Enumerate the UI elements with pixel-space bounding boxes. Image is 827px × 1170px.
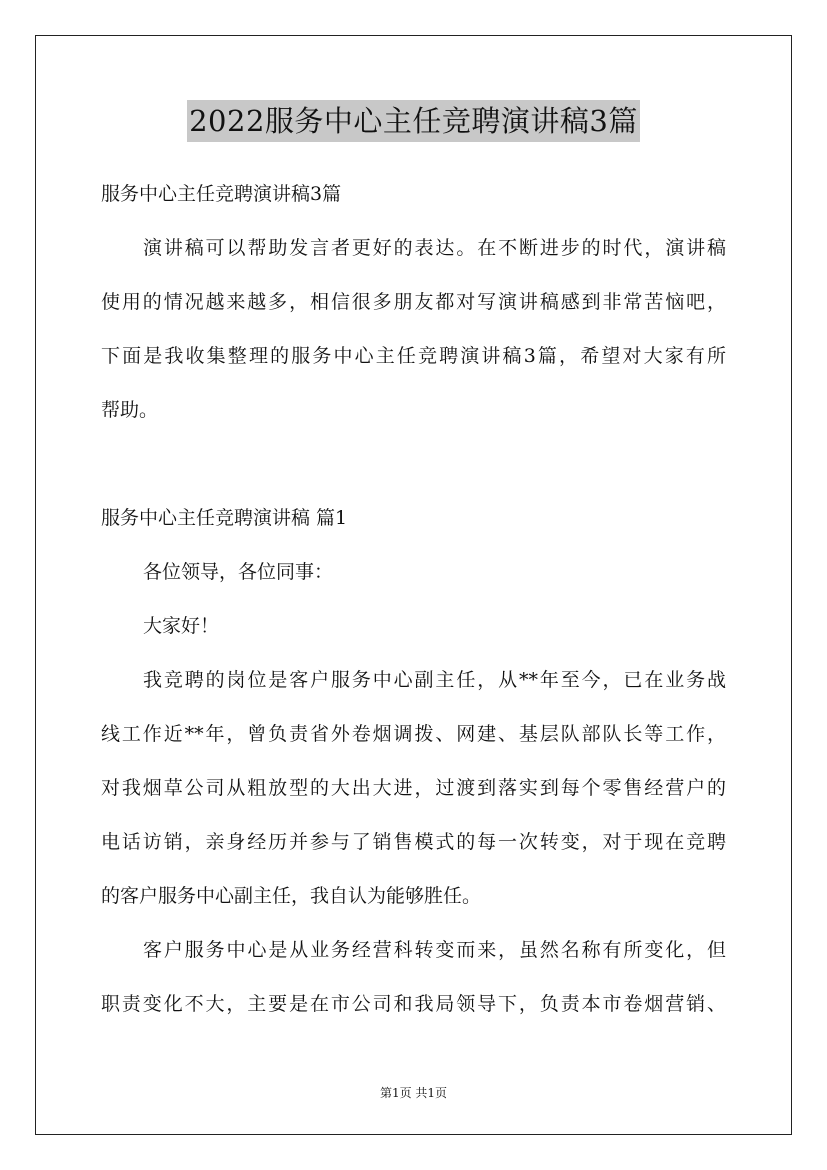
intro-line-1: 演讲稿可以帮助发言者更好的表达。在不断进步的时代，演讲稿 xyxy=(143,237,726,259)
title-container xyxy=(0,100,827,142)
para2-line-2: 职责变化不大，主要是在市公司和我局领导下，负责本市卷烟营销、 xyxy=(101,993,726,1015)
document-title: 2022服务中心主任竞聘演讲稿3篇 xyxy=(187,100,640,142)
para2-line-1: 客户服务中心是从业务经营科转变而来，虽然名称有所变化，但 xyxy=(143,939,726,961)
para1-line-1: 我竞聘的岗位是客户服务中心副主任，从**年至今，已在业务战 xyxy=(143,669,726,691)
para1-line-3: 对我烟草公司从粗放型的大出大进，过渡到落实到每个零售经营户的 xyxy=(101,777,726,799)
para1-line-4: 电话访销，亲身经历并参与了销售模式的每一次转变，对于现在竞聘 xyxy=(101,831,726,853)
document-subtitle: 服务中心主任竞聘演讲稿3篇 xyxy=(101,183,342,205)
greeting: 大家好！ xyxy=(143,615,220,637)
salutation: 各位领导，各位同事： xyxy=(143,561,334,583)
intro-line-2: 使用的情况越来越多，相信很多朋友都对写演讲稿感到非常苦恼吧， xyxy=(101,291,726,313)
para1-line-2: 线工作近**年，曾负责省外卷烟调拨、网建、基层队部队长等工作， xyxy=(101,723,726,745)
section-heading: 服务中心主任竞聘演讲稿 篇1 xyxy=(101,507,348,529)
intro-line-4: 帮助。 xyxy=(101,399,159,421)
para1-line-5: 的客户服务中心副主任，我自认为能够胜任。 xyxy=(101,885,482,907)
page-footer: 第1页 共1页 xyxy=(379,1086,448,1100)
intro-line-3: 下面是我收集整理的服务中心主任竞聘演讲稿3篇，希望对大家有所 xyxy=(101,345,726,367)
